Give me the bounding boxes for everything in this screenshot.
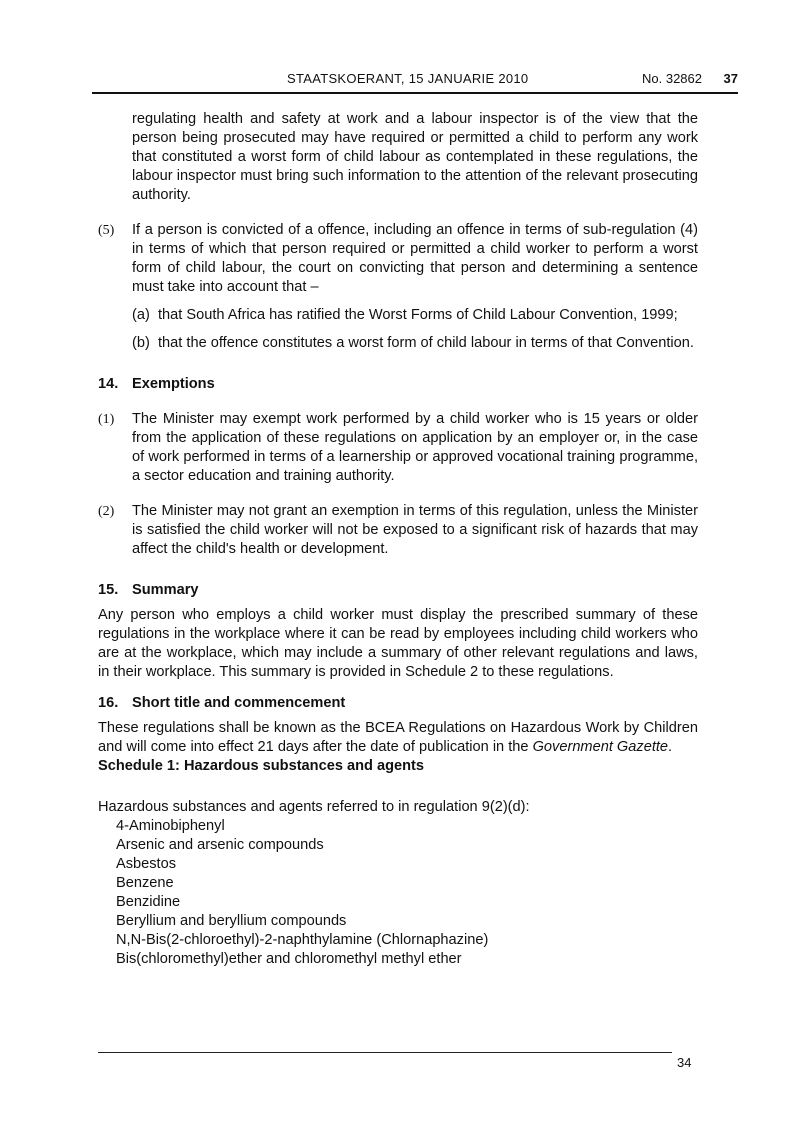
item-number: (5) [98, 223, 115, 238]
item-number: (1) [98, 412, 115, 427]
subitem-label: (b) [132, 335, 150, 351]
regulation-14-1 [98, 410, 698, 486]
regulation-14-2 [98, 502, 698, 559]
section-16-heading [98, 694, 698, 713]
section-title: Exemptions [132, 376, 215, 392]
list-item: Asbestos [116, 856, 177, 872]
section-16-text [98, 719, 698, 757]
issue-number: No. 32862 [642, 71, 702, 86]
subitem-text: that the offence constitutes a worst form of child labour in terms of that Convention. [158, 335, 694, 351]
item-text: If a person is convicted of a offence, including an offence in terms of sub-regulation (4) in terms of which that person required or permitted a child worker to perform a worst form of child labour, the court on convicting that person and determining a sentence must take into account that – [132, 222, 698, 295]
gazette-reference: Government Gazette [532, 739, 669, 755]
item-number: (2) [98, 504, 115, 519]
document-body [98, 110, 698, 969]
list-item: Benzidine [116, 894, 181, 910]
list-item: Bis(chloromethyl)ether and chloromethyl methyl ether [116, 951, 462, 967]
continuation-paragraph: regulating health and safety at work and a labour inspector is of the view that the person being prosecuted may have required or permitted a child to perform any work that constituted a worst form of child labour as contemplated in these regulations, the labour inspector must bring such information to the attention of the relevant prosecuting authority. [132, 111, 698, 203]
section-number: 14. [98, 376, 119, 392]
subitem-label: (a) [132, 307, 150, 323]
list-item: Arsenic and arsenic compounds [116, 837, 324, 853]
section-title: Short title and commencement [132, 695, 346, 711]
schedule-1-intro: Hazardous substances and agents referred to in regulation 9(2)(d): [98, 799, 530, 815]
footer-divider [98, 1052, 672, 1053]
section-15-text: Any person who employs a child worker must display the prescribed summary of these regulations in the workplace where it can be read by employees including child workers who are at the workplace, which may include a summary of other relevant regulations and laws, in their workplace. This summary is provided in Schedule 2 to these regulations. [98, 607, 698, 680]
item-text: The Minister may not grant an exemption in terms of this regulation, unless the Minister is satisfied the child worker will not be exposed to a significant risk of hazards that may affect the child's health or development. [132, 503, 698, 557]
section-number: 15. [98, 582, 119, 598]
schedule-1-heading: Schedule 1: Hazardous substances and agents [98, 758, 425, 774]
list-item: Benzene [116, 875, 174, 891]
regulation-13-5 [98, 221, 698, 297]
page-header [92, 68, 738, 94]
footer-page-number: 34 [677, 1055, 692, 1070]
section-15-heading [98, 581, 698, 600]
subitem-a [98, 306, 698, 325]
section-title: Summary [132, 582, 199, 598]
section-16-text-end: . [668, 739, 673, 755]
section-16-text-main: These regulations shall be known as the BCEA Regulations on Hazardous Work by Children and will come into effect 21 days after the date of publication in the [98, 720, 698, 755]
list-item: N,N-Bis(2-chloroethyl)-2-naphthylamine (Chlornaphazine) [116, 932, 489, 948]
list-item: Beryllium and beryllium compounds [116, 913, 347, 929]
subitem-b [98, 334, 698, 353]
section-14-heading [98, 375, 698, 394]
substance-list [98, 817, 698, 969]
subitem-text: that South Africa has ratified the Worst Forms of Child Labour Convention, 1999; [158, 307, 678, 323]
item-text: The Minister may exempt work performed by a child worker who is 15 years or older from the application of these regulations on application by an employer or, in the case of work performed in terms of a learnership or approved vocational training programme, a sector education and training authority. [132, 411, 698, 484]
header-page-number: 37 [723, 71, 738, 86]
list-item: 4-Aminobiphenyl [116, 818, 225, 834]
gazette-title: STAATSKOERANT, 15 JANUARIE 2010 [287, 71, 529, 86]
section-number: 16. [98, 695, 119, 711]
